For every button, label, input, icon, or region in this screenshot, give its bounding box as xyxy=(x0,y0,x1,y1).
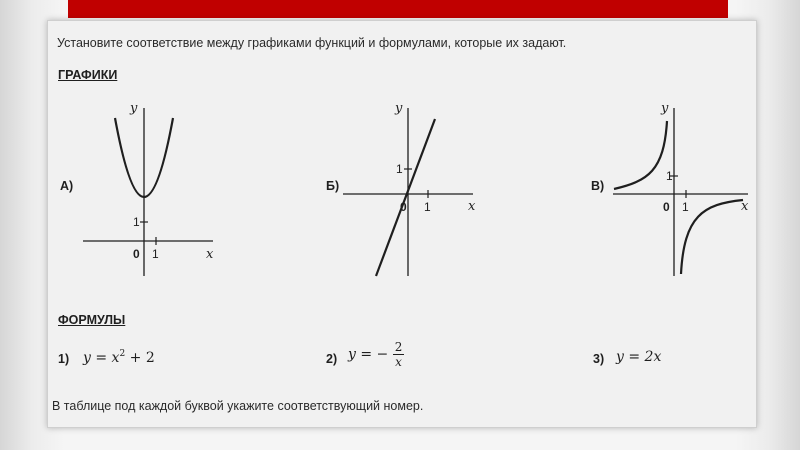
graph-b-letter: Б) xyxy=(326,179,340,193)
formula-2-numerator: 2 xyxy=(394,340,403,354)
graph-b-unit-y: 1 xyxy=(396,162,403,176)
graph-a-origin-label: 0 xyxy=(133,247,140,261)
graph-c-plot xyxy=(608,96,758,281)
graph-a-unit-y: 1 xyxy=(133,215,140,229)
task-card xyxy=(47,20,757,428)
graph-a-unit-x: 1 xyxy=(152,247,159,261)
footer-instruction: В таблице под каждой буквой укажите соответствующий номер. xyxy=(52,399,424,413)
graph-c-right-branch xyxy=(681,200,743,274)
formula-2 xyxy=(348,340,404,369)
graphs-heading: ГРАФИКИ xyxy=(58,68,118,82)
graph-c-y-label: y xyxy=(661,101,669,116)
graph-b-unit-x: 1 xyxy=(424,200,431,214)
formula-3: y = 2x xyxy=(616,349,662,365)
graph-c-x-label: x xyxy=(741,199,749,214)
top-accent-bar xyxy=(68,0,728,18)
formula-2-fraction xyxy=(393,340,405,369)
task-instruction: Установите соответствие между графиками функций и формулами, которые их задают. xyxy=(57,36,567,50)
graph-a-letter: А) xyxy=(60,179,74,193)
graph-a-plot xyxy=(78,96,228,281)
formula-1-lhs: y = xyxy=(83,350,108,366)
formula-3-number: 3) xyxy=(593,352,605,366)
formula-1-base: x xyxy=(111,350,120,366)
graph-b-origin-label: 0 xyxy=(400,200,407,214)
graph-a-y-label: y xyxy=(130,101,138,116)
graph-c-letter: В) xyxy=(591,179,605,193)
graph-c-left-branch xyxy=(614,121,667,189)
formula-1-exponent: 2 xyxy=(119,349,126,359)
graph-b-y-label: y xyxy=(395,101,403,116)
formula-2-lhs: y = − xyxy=(348,346,389,363)
formulas-heading: ФОРМУЛЫ xyxy=(58,313,126,327)
formula-2-denominator: x xyxy=(395,355,402,369)
graph-c-unit-x: 1 xyxy=(682,200,689,214)
graph-b-line xyxy=(376,119,435,276)
formula-1-number: 1) xyxy=(58,352,70,366)
graph-b-x-label: x xyxy=(468,199,476,214)
formula-1-rest: + 2 xyxy=(129,350,155,366)
formula-2-number: 2) xyxy=(326,352,338,366)
graph-c-unit-y: 1 xyxy=(666,169,673,183)
graph-c-origin-label: 0 xyxy=(663,200,670,214)
graph-b-plot xyxy=(338,96,488,281)
formula-1 xyxy=(83,349,155,366)
graph-a-x-label: x xyxy=(206,247,214,262)
